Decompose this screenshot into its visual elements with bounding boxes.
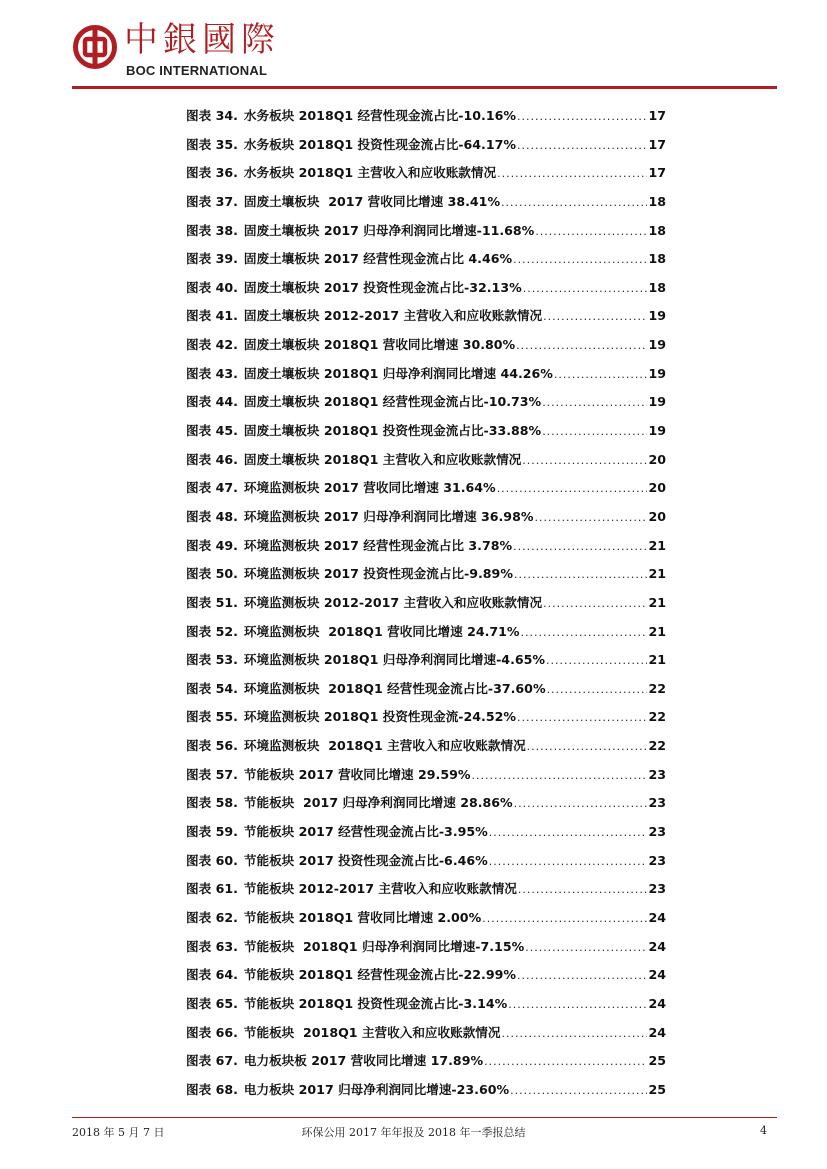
toc-entry-page: 23 <box>648 766 666 782</box>
toc-entry-title: 固废土壤板块 2018Q1 经营性现金流占比-10.73% <box>243 394 542 410</box>
toc-dot-leader <box>547 680 648 700</box>
toc-dot-leader <box>521 623 648 643</box>
toc-entry-title: 环境监测板块 2018Q1 经营性现金流占比-37.60% <box>243 680 546 696</box>
toc-dot-leader <box>489 823 648 843</box>
toc-entry-title: 节能板块 2017 营收同比增速 29.59% <box>243 766 471 782</box>
toc-entry-page: 23 <box>648 852 666 868</box>
toc-entry[interactable] <box>186 306 666 335</box>
toc-dot-leader <box>534 508 647 528</box>
toc-dot-leader <box>517 708 647 728</box>
toc-entry-title: 环境监测板块 2018Q1 营收同比增速 24.71% <box>243 623 520 639</box>
toc-entry-title: 节能板块 2018Q1 主营收入和应收账款情况 <box>243 1024 501 1040</box>
toc-entry[interactable] <box>186 364 666 393</box>
toc-entry[interactable] <box>186 135 666 164</box>
toc-entry-page: 20 <box>648 508 666 524</box>
toc-entry-page: 21 <box>648 594 666 610</box>
toc-entry-page: 21 <box>648 537 666 553</box>
toc-entry-title: 水务板块 2018Q1 经营性现金流占比-10.16% <box>243 108 516 123</box>
toc-entry-title: 环境监测板块 2012-2017 主营收入和应收账款情况 <box>243 594 543 610</box>
toc-entry-page: 23 <box>648 824 666 840</box>
toc-entry-label: 图表 34. <box>186 108 238 123</box>
toc-entry-label: 图表 43. <box>186 365 238 381</box>
toc-entry-title: 节能板块 2012-2017 主营收入和应收账款情况 <box>243 881 517 897</box>
toc-dot-leader <box>514 794 648 814</box>
toc-dot-leader <box>514 565 648 585</box>
toc-entry-page: 19 <box>648 308 666 324</box>
toc-entry-page: 21 <box>648 623 666 639</box>
toc-entry-page: 17 <box>648 136 666 152</box>
toc-entry[interactable] <box>186 1051 666 1080</box>
toc-dot-leader <box>510 1081 647 1101</box>
toc-entry-title: 固废土壤板块 2017 营收同比增速 38.41% <box>243 193 501 209</box>
toc-entry-title: 水务板块 2018Q1 投资性现金流占比-64.17% <box>243 136 516 152</box>
toc-entry-title: 节能板块 2017 投资性现金流占比-6.46% <box>243 852 488 868</box>
toc-entry-title: 节能板块 2018Q1 投资性现金流占比-3.14% <box>243 995 508 1011</box>
toc-entry[interactable] <box>186 765 666 794</box>
toc-entry-title: 环境监测板块 2017 经营性现金流占比 3.78% <box>243 537 513 553</box>
toc-entry-page: 19 <box>648 394 666 410</box>
toc-entry-label: 图表 57. <box>186 766 238 782</box>
toc-entry-label: 图表 37. <box>186 193 238 209</box>
toc-entry-title: 固废土壤板块 2012-2017 主营收入和应收账款情况 <box>243 308 543 324</box>
toc-entry-title: 节能板块 2018Q1 归母净利润同比增速-7.15% <box>243 938 525 954</box>
toc-entry-label: 图表 39. <box>186 251 238 267</box>
toc-entry-page: 23 <box>648 881 666 897</box>
toc-entry-label: 图表 68. <box>186 1081 238 1097</box>
toc-entry[interactable] <box>186 851 666 880</box>
toc-dot-leader <box>517 136 647 156</box>
toc-entry-title: 环境监测板块 2017 归母净利润同比增速 36.98% <box>243 508 534 524</box>
toc-entry[interactable] <box>186 593 666 622</box>
toc-entry-label: 图表 63. <box>186 938 238 954</box>
boc-logo-icon <box>72 24 118 70</box>
toc-entry-title: 水务板块 2018Q1 主营收入和应收账款情况 <box>243 165 497 181</box>
logo-english-name: BOC INTERNATIONAL <box>126 63 268 78</box>
toc-entry-title: 环境监测板块 2017 营收同比增速 31.64% <box>243 480 496 496</box>
toc-entry-label: 图表 38. <box>186 222 238 238</box>
toc-entry-title: 固废土壤板块 2017 经营性现金流占比 4.46% <box>243 251 513 267</box>
toc-dot-leader <box>527 737 648 757</box>
toc-entry-label: 图表 47. <box>186 480 238 496</box>
toc-entry[interactable] <box>186 1023 666 1052</box>
toc-entry-title: 固废土壤板块 2018Q1 投资性现金流占比-33.88% <box>243 423 542 439</box>
toc-dot-leader <box>523 279 648 299</box>
toc-dot-leader <box>543 594 647 614</box>
toc-entry-page: 21 <box>648 566 666 582</box>
toc-entry[interactable] <box>186 192 666 221</box>
toc-entry-page: 24 <box>648 967 666 983</box>
toc-entry-label: 图表 42. <box>186 337 238 353</box>
toc-entry-label: 图表 44. <box>186 394 238 410</box>
toc-entry[interactable] <box>186 1080 666 1109</box>
toc-entry-page: 19 <box>648 423 666 439</box>
toc-entry-page: 24 <box>648 995 666 1011</box>
toc-entry-title: 固废土壤板块 2018Q1 主营收入和应收账款情况 <box>243 451 522 467</box>
toc-entry-page: 18 <box>648 279 666 295</box>
footer-report-title: 环保公用 2017 年年报及 2018 年一季报总结 <box>301 1126 526 1139</box>
toc-entry-label: 图表 51. <box>186 594 238 610</box>
toc-entry-label: 图表 61. <box>186 881 238 897</box>
toc-entry[interactable] <box>186 478 666 507</box>
toc-entry-page: 24 <box>648 909 666 925</box>
toc-entry-label: 图表 45. <box>186 423 238 439</box>
toc-entry-title: 电力板块 2017 归母净利润同比增速-23.60% <box>243 1081 510 1097</box>
toc-dot-leader <box>542 393 647 413</box>
toc-entry[interactable] <box>186 450 666 479</box>
toc-entry-page: 22 <box>648 680 666 696</box>
toc-entry-label: 图表 55. <box>186 709 238 725</box>
toc-entry-page: 23 <box>648 795 666 811</box>
toc-dot-leader <box>516 336 647 356</box>
toc-entry-label: 图表 58. <box>186 795 238 811</box>
toc-entry-label: 图表 54. <box>186 680 238 696</box>
toc-entry[interactable] <box>186 335 666 364</box>
toc-entry-page: 20 <box>648 451 666 467</box>
toc-entry-title: 固废土壤板块 2018Q1 营收同比增速 30.80% <box>243 337 516 353</box>
toc-entry-page: 17 <box>648 108 666 123</box>
toc-dot-leader <box>518 880 648 900</box>
toc-entry[interactable] <box>186 879 666 908</box>
figure-list <box>186 106 666 1108</box>
toc-entry-label: 图表 40. <box>186 279 238 295</box>
toc-entry-label: 图表 67. <box>186 1053 238 1069</box>
toc-dot-leader <box>535 222 647 242</box>
toc-entry-page: 24 <box>648 1024 666 1040</box>
toc-entry-label: 图表 53. <box>186 652 238 668</box>
toc-entry-page: 18 <box>648 251 666 267</box>
toc-entry-page: 18 <box>648 222 666 238</box>
toc-entry[interactable] <box>186 650 666 679</box>
toc-dot-leader <box>501 1024 647 1044</box>
logo-chinese-name: 中銀國際 <box>124 20 280 60</box>
toc-entry-page: 21 <box>648 652 666 668</box>
toc-dot-leader <box>522 451 647 471</box>
toc-entry-label: 图表 36. <box>186 165 238 181</box>
toc-entry-title: 环境监测板块 2017 投资性现金流占比-9.89% <box>243 566 513 582</box>
toc-entry-label: 图表 64. <box>186 967 238 983</box>
page-number: 4 <box>760 1124 767 1137</box>
toc-entry-page: 19 <box>648 365 666 381</box>
toc-entry[interactable] <box>186 679 666 708</box>
toc-dot-leader <box>517 107 647 127</box>
toc-entry-page: 19 <box>648 337 666 353</box>
toc-entry-label: 图表 56. <box>186 738 238 754</box>
toc-entry-page: 25 <box>648 1053 666 1069</box>
toc-entry[interactable] <box>186 564 666 593</box>
toc-dot-leader <box>543 307 647 327</box>
toc-entry-label: 图表 50. <box>186 566 238 582</box>
toc-dot-leader <box>489 852 648 872</box>
toc-entry-page: 25 <box>648 1081 666 1097</box>
toc-entry[interactable] <box>186 736 666 765</box>
footer-divider <box>72 1117 777 1118</box>
toc-entry[interactable] <box>186 994 666 1023</box>
toc-entry[interactable] <box>186 793 666 822</box>
toc-entry-label: 图表 48. <box>186 508 238 524</box>
toc-entry-title: 节能板块 2018Q1 经营性现金流占比-22.99% <box>243 967 516 983</box>
header-divider <box>72 86 777 89</box>
toc-entry[interactable] <box>186 908 666 937</box>
toc-entry-title: 固废土壤板块 2017 归母净利润同比增速-11.68% <box>243 222 535 238</box>
toc-dot-leader <box>554 365 648 385</box>
toc-dot-leader <box>525 938 647 958</box>
toc-dot-leader <box>497 479 648 499</box>
toc-entry[interactable] <box>186 163 666 192</box>
toc-entry-title: 节能板块 2017 经营性现金流占比-3.95% <box>243 824 488 840</box>
toc-entry[interactable] <box>186 965 666 994</box>
toc-entry-title: 节能板块 2017 归母净利润同比增速 28.86% <box>243 795 513 811</box>
toc-entry-page: 18 <box>648 193 666 209</box>
footer-date: 2018 年 5 月 7 日 <box>72 1126 165 1139</box>
toc-dot-leader <box>546 651 647 671</box>
toc-entry-page: 22 <box>648 738 666 754</box>
toc-dot-leader <box>542 422 647 442</box>
toc-dot-leader <box>501 193 647 213</box>
toc-dot-leader <box>513 250 647 270</box>
toc-entry[interactable] <box>186 707 666 736</box>
toc-entry[interactable] <box>186 937 666 966</box>
toc-dot-leader <box>508 995 647 1015</box>
toc-dot-leader <box>482 909 647 929</box>
toc-entry[interactable] <box>186 622 666 651</box>
toc-entry[interactable] <box>186 536 666 565</box>
toc-entry[interactable] <box>186 421 666 450</box>
toc-entry[interactable] <box>186 822 666 851</box>
toc-entry[interactable] <box>186 221 666 250</box>
toc-entry-title: 环境监测板块 2018Q1 投资性现金流-24.52% <box>243 709 516 725</box>
toc-dot-leader <box>472 766 648 786</box>
toc-dot-leader <box>484 1052 647 1072</box>
toc-entry[interactable] <box>186 392 666 421</box>
toc-dot-leader <box>517 966 647 986</box>
toc-entry-label: 图表 66. <box>186 1024 238 1040</box>
toc-entry-page: 20 <box>648 480 666 496</box>
toc-entry-title: 固废土壤板块 2017 投资性现金流占比-32.13% <box>243 279 522 295</box>
toc-entry-label: 图表 46. <box>186 451 238 467</box>
toc-entry-page: 17 <box>648 165 666 181</box>
toc-entry-label: 图表 59. <box>186 824 238 840</box>
toc-entry-page: 24 <box>648 938 666 954</box>
toc-entry-label: 图表 49. <box>186 537 238 553</box>
toc-entry-label: 图表 52. <box>186 623 238 639</box>
toc-entry-title: 环境监测板块 2018Q1 主营收入和应收账款情况 <box>243 738 526 754</box>
toc-entry-label: 图表 60. <box>186 852 238 868</box>
toc-entry[interactable] <box>186 507 666 536</box>
toc-entry-title: 固废土壤板块 2018Q1 归母净利润同比增速 44.26% <box>243 365 553 381</box>
toc-entry-label: 图表 41. <box>186 308 238 324</box>
toc-entry[interactable] <box>186 249 666 278</box>
toc-entry[interactable] <box>186 278 666 307</box>
toc-entry-title: 环境监测板块 2018Q1 归母净利润同比增速-4.65% <box>243 652 546 668</box>
toc-entry-title: 节能板块 2018Q1 营收同比增速 2.00% <box>243 909 482 925</box>
toc-entry-page: 22 <box>648 709 666 725</box>
toc-entry-label: 图表 65. <box>186 995 238 1011</box>
toc-entry[interactable] <box>186 106 666 135</box>
toc-dot-leader <box>497 164 647 184</box>
toc-dot-leader <box>513 537 647 557</box>
toc-entry-label: 图表 62. <box>186 909 238 925</box>
toc-entry-label: 图表 35. <box>186 136 238 152</box>
toc-entry-title: 电力板块板 2017 营收同比增速 17.89% <box>243 1053 484 1069</box>
